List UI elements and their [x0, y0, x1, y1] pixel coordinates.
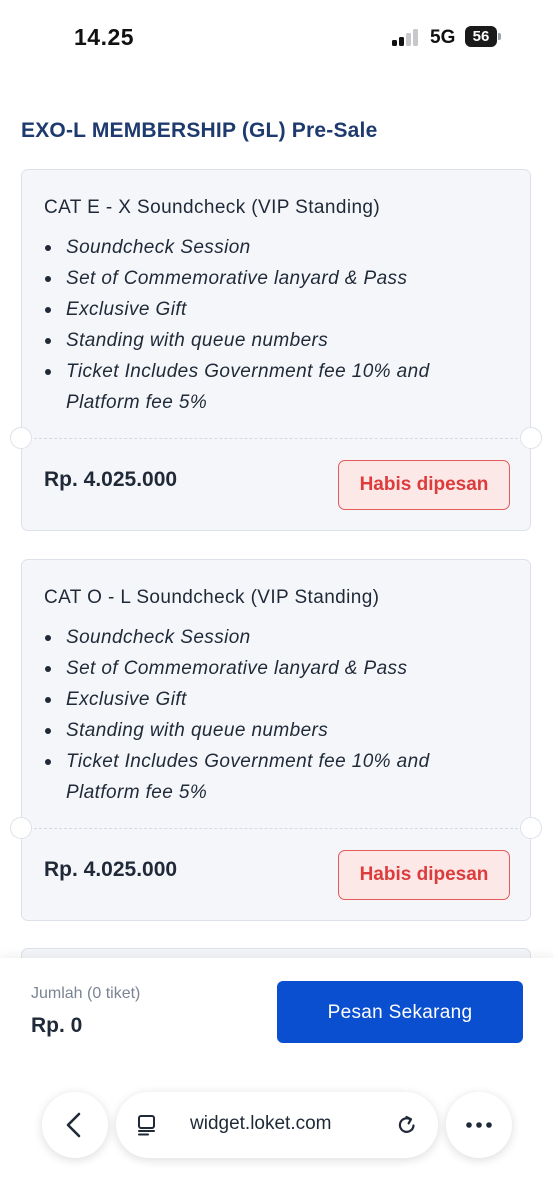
benefit-list	[44, 622, 504, 808]
sold-out-button[interactable]: Habis dipesan	[338, 460, 510, 510]
battery-level: 56	[465, 26, 497, 47]
ticket-divider	[34, 438, 518, 439]
benefit-item: Set of Commemorative lanyard & Pass	[44, 653, 504, 684]
page-title: EXO-L MEMBERSHIP (GL) Pre-Sale	[21, 119, 378, 142]
page-icon	[136, 1114, 158, 1136]
url-text: widget.loket.com	[190, 1113, 332, 1134]
browser-toolbar	[0, 1088, 554, 1164]
ticket-notch	[10, 427, 32, 449]
benefit-item: Soundcheck Session	[44, 232, 504, 263]
battery-tip	[498, 33, 501, 40]
battery-icon	[465, 26, 501, 47]
ticket-card	[21, 559, 531, 921]
ticket-notch	[10, 817, 32, 839]
ticket-quantity-label: Jumlah (0 tiket)	[31, 985, 141, 1002]
benefit-item: Set of Commemorative lanyard & Pass	[44, 263, 504, 294]
sold-out-button[interactable]: Habis dipesan	[338, 850, 510, 900]
ticket-card	[21, 169, 531, 531]
status-time: 14.25	[74, 24, 135, 50]
ticket-name: CAT E - X Soundcheck (VIP Standing)	[44, 197, 381, 218]
ticket-notch	[520, 817, 542, 839]
benefit-item: Standing with queue numbers	[44, 325, 504, 356]
benefit-item: Standing with queue numbers	[44, 715, 504, 746]
address-bar[interactable]	[116, 1092, 438, 1158]
benefit-item: Ticket Includes Government fee 10% and Platform fee 5%	[44, 746, 504, 808]
benefit-item: Exclusive Gift	[44, 294, 504, 325]
ticket-price: Rp. 4.025.000	[44, 468, 178, 491]
more-icon	[446, 1092, 512, 1158]
benefit-list	[44, 232, 504, 418]
benefit-item: Exclusive Gift	[44, 684, 504, 715]
ticket-name: CAT O - L Soundcheck (VIP Standing)	[44, 587, 380, 608]
ticket-divider	[34, 828, 518, 829]
more-button[interactable]	[446, 1092, 512, 1158]
network-label: 5G	[430, 27, 456, 48]
benefit-item: Ticket Includes Government fee 10% and Platform fee 5%	[44, 356, 504, 418]
order-now-button[interactable]: Pesan Sekarang	[277, 981, 523, 1043]
status-bar	[0, 0, 554, 70]
order-total: Rp. 0	[31, 1014, 83, 1037]
benefit-item: Soundcheck Session	[44, 622, 504, 653]
ticket-notch	[520, 427, 542, 449]
back-button[interactable]	[42, 1092, 108, 1158]
reload-icon[interactable]	[396, 1114, 418, 1136]
signal-bars-icon	[392, 28, 422, 46]
chevron-left-icon	[42, 1092, 108, 1158]
ticket-price: Rp. 4.025.000	[44, 858, 178, 881]
